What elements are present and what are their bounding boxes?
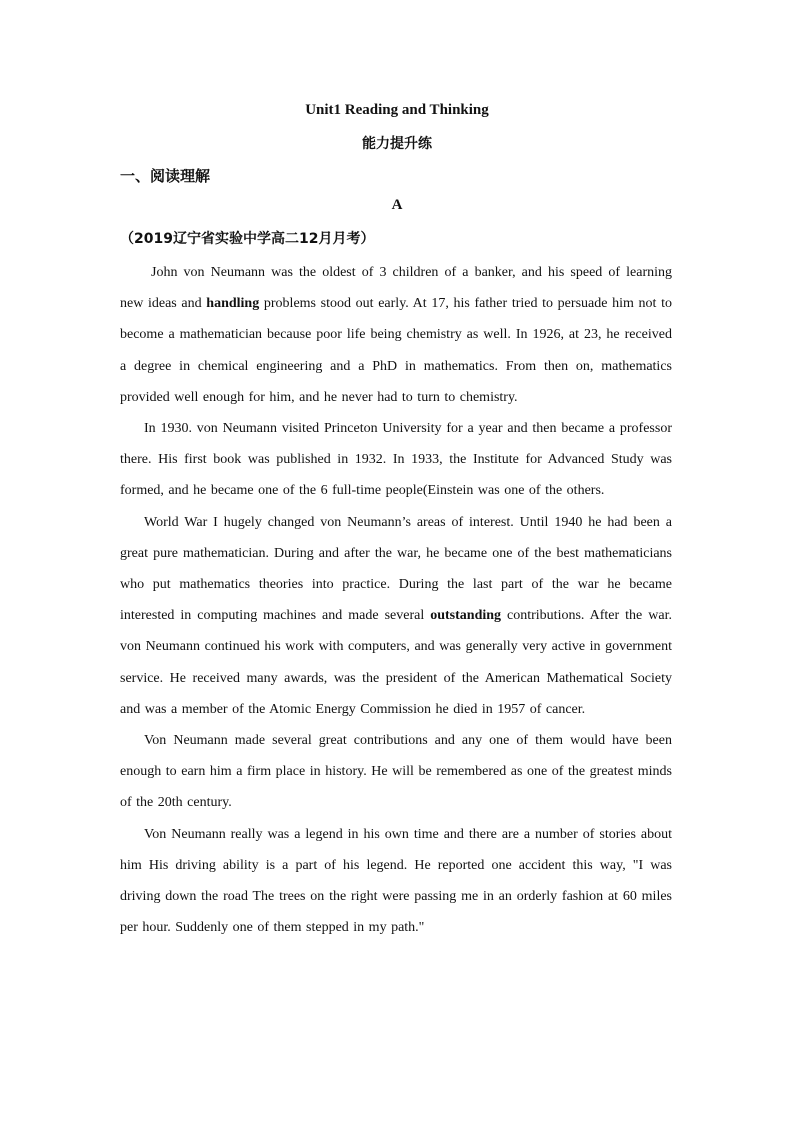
paragraph-text: World War I hugely changed von Neumann’s areas of interest. Until 1940 he had been a great pure mathematician. During and after the war, he became one of the best mathematicians who put mathematics theories into practice. During the last part of the war he became interested in computing machines and made several [120, 514, 672, 624]
paragraph-2 [120, 413, 672, 507]
exercise-title: 能力提升练 [362, 136, 432, 152]
paragraph-text: contributions. After the war. von Neumann continued his work with computers, and was generally very active in government service. He received many awards, was the president of the American Mathematical Society and was a member of the Atomic Energy Commission he died in 1957 of cancer. [120, 608, 672, 717]
passage-source: （2019辽宁省实验中学高二12月月考） [120, 231, 375, 247]
paragraph-4 [120, 725, 672, 819]
paragraph-text: John von Neumann was the oldest of 3 children of a banker, and his speed of learning new ideas and [120, 265, 672, 312]
passage-letter: A [391, 197, 403, 213]
paragraph-text: Von Neumann made several great contributions and any one of them would have been enough to earn him a firm place in history. He will be remembered as one of the greatest minds of the 20th century. [120, 733, 672, 811]
highlighted-word: outstanding [430, 608, 502, 624]
highlighted-word: handling [206, 296, 260, 312]
paragraph-5 [120, 819, 672, 944]
paragraph-text: problems stood out early. At 17, his father tried to persuade him not to become a mathematician because poor life being chemistry as well. In 1926, at 23, he received a degree in chemical engineering and a PhD in mathematics. From then on, mathematics provided well enough for him, and he never had to turn to chemistry. [120, 296, 672, 405]
paragraph-3 [120, 507, 672, 725]
passage-body [120, 257, 672, 943]
paragraph-text: In 1930. von Neumann visited Princeton University for a year and then became a professor there. His first book was published in 1932. In 1933, the Institute for Advanced Study was formed, and he became one of the 6 full-time people(Einstein was one of the others. [120, 421, 672, 499]
paragraph-text: Von Neumann really was a legend in his own time and there are a number of stories about him His driving ability is a part of his legend. He reported one accident this way, "I was driving down the road The trees on the right were passing me in an orderly fashion at 60 miles per hour. Suddenly one of them stepped in my path." [120, 826, 672, 936]
section-heading: 一、阅读理解 [120, 167, 211, 185]
unit-title: Unit1 Reading and Thinking [305, 102, 489, 118]
paragraph-1 [120, 257, 672, 413]
